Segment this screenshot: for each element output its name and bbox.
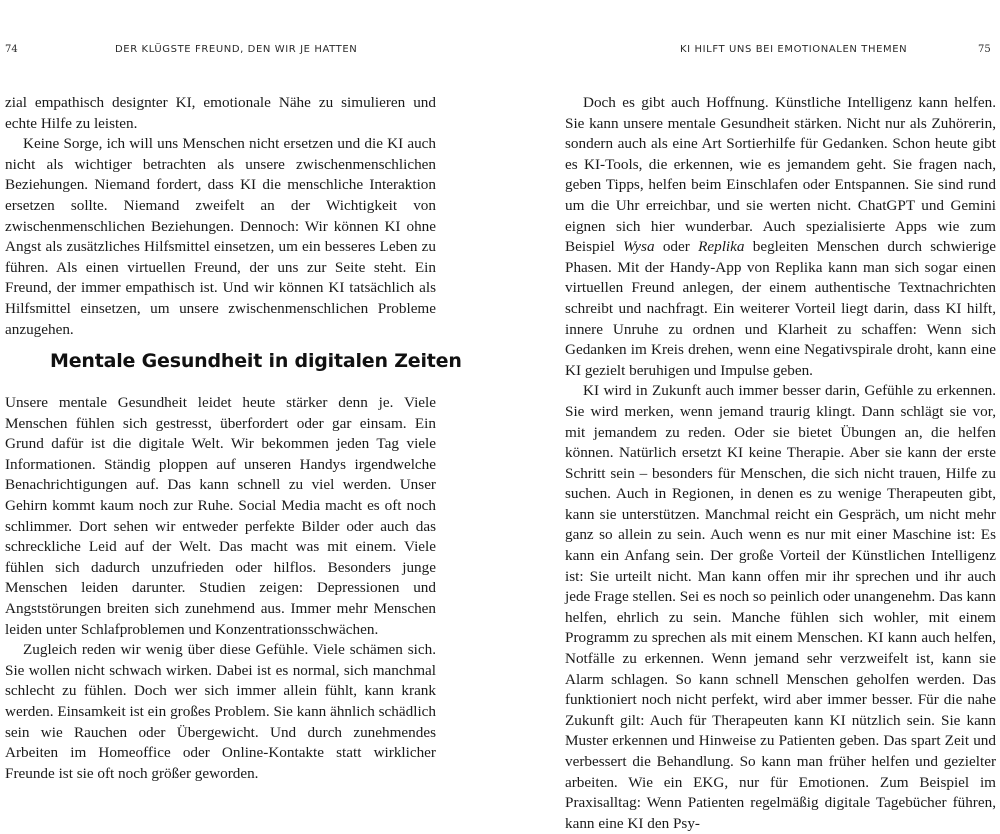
- right-page-number: 75: [978, 44, 991, 55]
- app-name-replika: Replika: [698, 238, 745, 256]
- app-name-wysa: Wysa: [623, 238, 655, 256]
- right-running-head: KI HILFT UNS BEI EMOTIONALEN THEMEN: [680, 44, 908, 55]
- section-heading: Mentale Gesundheit in digitalen Zeiten: [50, 350, 462, 372]
- paragraph-text: begleiten Menschen durch schwierige Phasen. Mit der Handy-App von Replika kann man sich sogar einen virtuellen Freund anlegen, der einem authentische Textnachrichten schreibt und nachfragt. Ein weiterer Vorteil liegt darin, dass KI hilft, innere Unruhe zu ordnen und Klarheit zu schaffen: Wenn sich Gedanken im Kreis drehen, wenn eine Negativspirale droht, kann eine KI gezielt beruhigen und Impulse geben.: [565, 238, 996, 379]
- paragraph: Keine Sorge, ich will uns Menschen nicht ersetzen und die KI auch nicht als wichtiger betrachten als unsere zwischenmenschlichen Beziehungen. Niemand fordert, dass KI die menschliche Interaktion ersetzen sollte. Niemand zweifelt an der Wichtigkeit von zwischenmenschlichen Beziehungen. Dennoch: Wir können KI ohne Angst als zusätzliches Hilfsmittel einsetzen, um ein besseres Leben zu führen. Als einen virtuellen Freund, der uns zur Seite steht. Ein Freund, der immer empathisch ist. Und wir können KI tatsächlich als Hilfsmittel einsetzen, um unsere zwischenmenschlichen Probleme anzugehen.: [5, 135, 436, 338]
- continued-paragraph: zial empathisch designter KI, emotionale Nähe zu simulieren und echte Hilfe zu leisten.: [5, 94, 436, 132]
- left-running-head: DER KLÜGSTE FREUND, DEN WIR JE HATTEN: [115, 44, 358, 55]
- paragraph-text: oder: [654, 238, 699, 256]
- left-text-block-bottom: [5, 393, 436, 784]
- left-text-block-top: [5, 93, 436, 340]
- right-text-block: [565, 93, 996, 834]
- section-first-paragraph: Unsere mentale Gesundheit leidet heute stärker denn je. Viele Menschen fühlen sich gestresst, überfordert oder gar einsam. Ein Grund dafür ist die digitale Welt. Wir bekommen jeden Tag viele Informationen. Ständig ploppen auf unseren Handys irgendwelche Benachrichtigungen auf. Das kann schnell zu viel werden. Unser Gehirn kommt kaum noch zur Ruhe. Social Media macht es oft noch schlimmer. Dort sehen wir entweder perfekte Bilder oder auch das schreckliche Leid auf der Welt. Das macht was mit einem. Viele fühlen sich dadurch unzufrieden oder hilflos. Besonders junge Menschen leiden darunter. Studien zeigen: Depressionen und Angststörungen breiten sich zunehmend aus. Immer mehr Menschen leiden unter Schlafproblemen und Konzentrationsschwächen.: [5, 394, 436, 638]
- paragraph: Zugleich reden wir wenig über diese Gefühle. Viele schämen sich. Sie wollen nicht schwach wirken. Dabei ist es normal, sich manchmal schlecht zu fühlen. Doch wer sich immer allein fühlt, kann krank werden. Einsamkeit ist ein großes Problem. Sie kann ähnlich schädlich sein wie Rauchen oder Übergewicht. Und durch zunehmendes Arbeiten im Homeoffice oder Online-Kontakte statt wirklicher Freunde ist sie oft noch größer geworden.: [5, 641, 436, 782]
- paragraph: [565, 93, 996, 381]
- left-page-number: 74: [5, 44, 18, 55]
- paragraph-text: Doch es gibt auch Hoffnung. Künstliche Intelligenz kann helfen. Sie kann unsere mentale Gesundheit stärken. Nicht nur als Zuhörerin, sondern auch als eine Art Sortierhilfe für Gedanken. Schon heute gibt es KI-Tools, die erkennen, wie es jemandem geht. Sie fragen nach, geben Tipps, helfen beim Einschlafen oder Entspannen. Sie sind rund um die Uhr erreichbar, und sie werten nicht. ChatGPT und Gemini eignen sich hier wunderbar. Auch spezialisierte Apps wie zum Beispiel: [565, 94, 996, 256]
- paragraph: KI wird in Zukunft auch immer besser darin, Gefühle zu erkennen. Sie wird merken, wenn jemand traurig klingt. Dann schlägt sie vor, mit jemandem zu reden. Oder sie bietet Übungen an, die helfen können. Natürlich ersetzt KI keine Therapie. Aber sie kann der erste Schritt sein – besonders für Menschen, die sich nicht trauen, Hilfe zu suchen. Auch in Regionen, in denen es zu wenige Therapeuten gibt, kann sie unterstützen. Manchmal reicht ein Gespräch, um nicht mehr ganz so allein zu sein. Auch wenn es nur mit einer Maschine ist: Es kann ein Anfang sein. Der große Vorteil der Künstlichen Intelligenz ist: Sie urteilt nicht. Man kann offen mir ihr sprechen und ihr auch jede Frage stellen. Sei es noch so peinlich oder unangenehm. Das kann helfen, ehrlich zu sein. Manche fühlen sich wohler, mit einem Programm zu sprechen als mit einem Menschen. KI kann auch helfen, Notfälle zu erkennen. Wenn jemand sehr verzweifelt ist, kann sie Alarm schlagen. So kann schnell Menschen geholfen werden. Das funktioniert noch nicht perfekt, wird aber immer besser. Für die nahe Zukunft gilt: Auch für Therapeuten kann KI nützlich sein. Sie kann Muster erkennen und Hinweise zu Patienten geben. Das spart Zeit und verbessert die Behandlung. So kann man früher helfen und gezielter arbeiten. Wie ein EKG, nur für Emotionen. Zum Beispiel im Praxisalltag: Wenn Patienten regelmäßig digitale Tagebücher führen, kann eine KI den Psy-: [565, 382, 996, 832]
